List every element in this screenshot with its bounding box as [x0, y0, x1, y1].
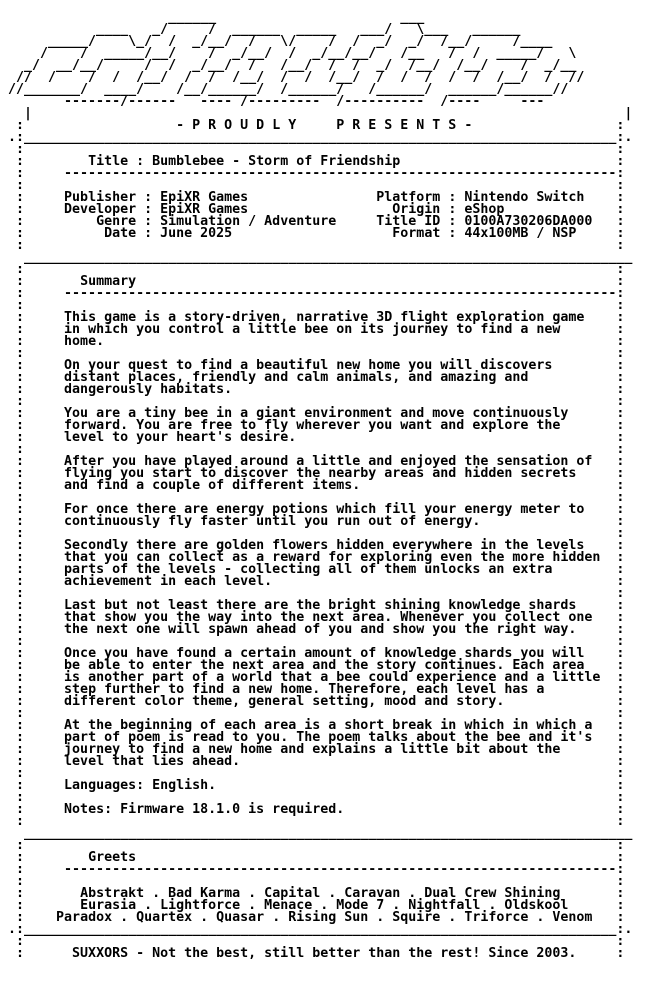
summary-line-text: and find a couple of different items. — [64, 478, 361, 493]
logo-line-text: _/ __/__/ / / _/__/ / /__/ / / _/ /__/ /__/ / _/__ — [8, 58, 577, 73]
ascii-line: : : — [8, 142, 633, 157]
summary-line: : step further to find a new home. Therefore, each level has a : — [8, 682, 633, 697]
summary-line: : After you have played around a little and enjoyed the sensation of : — [8, 454, 633, 469]
info-left-value: Publisher : EpiXR Games — [64, 190, 249, 205]
summary-line-text: flying you start to discover the nearby areas and hidden secrets — [64, 466, 577, 481]
summary-line: : parts of the levels - collecting all of them unlocks an extra : — [8, 562, 633, 577]
ascii-line: : : — [8, 238, 633, 253]
greets-line-text: Eurasia . Lightforce . Menace . Mode 7 . Nightfall . Oldskool — [80, 898, 569, 913]
ascii-line: : : — [8, 346, 633, 361]
ascii-line: : : — [8, 262, 633, 277]
summary-line-text: You are a tiny bee in a giant environment and move continuously — [64, 406, 569, 421]
info-row: : Date : June 2025 Format : 44x100MB / NSP : — [8, 226, 633, 241]
summary-line-text: Secondly there are golden flowers hidden everywhere in the levels — [64, 538, 585, 553]
info-right-value: Format : 44x100MB / NSP — [376, 226, 577, 241]
summary-line: : On your quest to find a beautiful new home you will discovers : — [8, 358, 633, 373]
divider: : ---------------------------------------------------------------------: — [8, 286, 633, 301]
summary-line: : journey to find a new home and explains a little bit about the : — [8, 742, 633, 757]
ascii-line: : : — [8, 298, 633, 313]
ascii-line: : : — [8, 790, 633, 805]
summary-line-text: journey to find a new home and explains a little bit about the — [64, 742, 561, 757]
summary-line-text: distant places, friendly and calm animals, and amazing and — [64, 370, 529, 385]
summary-line: : that show you the way into the next area. Whenever you collect one : — [8, 610, 633, 625]
ascii-line: : : — [8, 706, 633, 721]
summary-line-text: level to your heart's desire. — [64, 430, 297, 445]
ascii-line: : : — [8, 442, 633, 457]
info-left-value: Date : June 2025 — [64, 226, 233, 241]
greets-line-text: Abstrakt . Bad Karma . Capital . Caravan . Dual Crew Shining — [80, 886, 561, 901]
summary-line: : different color theme, general setting, mood and story. : — [8, 694, 633, 709]
summary-line: : part of poem is read to you. The poem talks about the bee and it's : — [8, 730, 633, 745]
summary-line-text: that show you the way into the next area. Whenever you collect one — [64, 610, 593, 625]
ascii-line: : : — [8, 526, 633, 541]
summary-line: : is another part of a world that a bee could experience and a little : — [8, 670, 633, 685]
summary-line-text: the next one will spawn ahead of you and show you the right way. — [64, 622, 577, 637]
summary-line: : achievement in each level. : — [8, 574, 633, 589]
summary-line: : that you can collect as a reward for exploring even the more hidden : — [8, 550, 633, 565]
summary-line: : be able to enter the next area and the story continues. Each area : — [8, 658, 633, 673]
summary-line-text: continuously fly faster until you run out of energy. — [64, 514, 481, 529]
ascii-line: | | — [8, 106, 633, 121]
summary-line-text: achievement in each level. — [64, 574, 273, 589]
greets-line-text: Paradox . Quartex . Quasar . Rising Sun . Squire . Triforce . Venom — [56, 910, 593, 925]
summary-line-text: After you have played around a little and enjoyed the sensation of — [64, 454, 593, 469]
info-left-value: Developer : EpiXR Games — [64, 202, 249, 217]
summary-line: : dangerously habitats. : — [8, 382, 633, 397]
summary-line-text: forward. You are free to fly wherever you want and explore the — [64, 418, 561, 433]
summary-line-text: Last but not least there are the bright shining knowledge shards — [64, 598, 577, 613]
summary-line-text: Notes: Firmware 18.1.0 is required. — [64, 802, 345, 817]
greets-line: : Abstrakt . Bad Karma . Capital . Caravan . Dual Crew Shining : — [8, 886, 633, 901]
greets-heading: : Greets : — [8, 850, 633, 865]
info-row: : Genre : Simulation / Adventure Title ID : 0100A730206DA000 : — [8, 214, 633, 229]
ascii-line: : : — [8, 586, 633, 601]
ascii-line: : : — [8, 814, 633, 829]
summary-line: : level to your heart's desire. : — [8, 430, 633, 445]
summary-heading: : Summary : — [8, 274, 633, 289]
summary-line: : in which you control a little bee on its journey to find a new : — [8, 322, 633, 337]
greets-line: : Eurasia . Lightforce . Menace . Mode 7 . Nightfall . Oldskool : — [8, 898, 633, 913]
summary-line-text: be able to enter the next area and the story continues. Each area — [64, 658, 585, 673]
divider: : ---------------------------------------------------------------------: — [8, 862, 633, 877]
nfo-text — [8, 12, 632, 960]
summary-line-text: This game is a story-driven, narrative 3D flight exploration game — [64, 310, 585, 325]
logo-line-text: ______ ___ — [8, 10, 425, 25]
summary-line: : continuously fly faster until you run out of energy. : — [8, 514, 633, 529]
summary-line-text: On your quest to find a beautiful new home you will discovers — [64, 358, 553, 373]
divider: : ---------------------------------------------------------------------: — [8, 166, 633, 181]
ascii-line: : : — [8, 934, 633, 949]
summary-line: : and find a couple of different items. : — [8, 478, 633, 493]
logo-line-text: _____/ \_/ / _/__/ / \/ / / _/ _/ /__/ /____ — [8, 34, 553, 49]
summary-line: : distant places, friendly and calm animals, and amazing and : — [8, 370, 633, 385]
summary-line: : For once there are energy potions which fill your energy meter to : — [8, 502, 633, 517]
summary-line: : Languages: English. : — [8, 778, 633, 793]
logo-line-text: / / _____/__/ / _/__/ / _/__/__/ /__ / / _____/ \ — [8, 46, 577, 61]
summary-line: : forward. You are free to fly wherever you want and explore the : — [8, 418, 633, 433]
info-left-value: Genre : Simulation / Adventure — [64, 214, 337, 229]
summary-line: : This game is a story-driven, narrative 3D flight exploration game : — [8, 310, 633, 325]
greets-heading-text: Greets — [88, 850, 137, 865]
logo-line-text: -------/------ ---- /--------- /---------- /---- --- — [8, 94, 545, 109]
ascii-line: ____________________________________________________________________________ — [8, 250, 633, 265]
ascii-line: ____________________________________________________________________________ — [8, 826, 633, 841]
info-row: : Developer : EpiXR Games Origin : eShop : — [8, 202, 633, 217]
summary-line-text: part of poem is read to you. The poem talks about the bee and it's — [64, 730, 593, 745]
ascii-line: : : — [8, 490, 633, 505]
summary-line-text: in which you control a little bee on its journey to find a new — [64, 322, 561, 337]
summary-line: : the next one will spawn ahead of you and show you the right way. : — [8, 622, 633, 637]
summary-line: : level that lies ahead. : — [8, 754, 633, 769]
logo-line-text: ____ _/ / ______ _____ ___/ \___ ______ — [8, 22, 521, 37]
ascii-line: .:__________________________________________________________________________:. — [8, 130, 633, 145]
summary-line: : Secondly there are golden flowers hidden everywhere in the levels : — [8, 538, 633, 553]
info-right-value: Title ID : 0100A730206DA000 — [376, 214, 593, 229]
summary-line: : Once you have found a certain amount of knowledge shards you will : — [8, 646, 633, 661]
title-line-text: Title : Bumblebee - Storm of Friendship — [88, 154, 401, 169]
summary-line: : You are a tiny bee in a giant environment and move continuously : — [8, 406, 633, 421]
summary-line-text: home. — [64, 334, 105, 349]
summary-line: : home. : — [8, 334, 633, 349]
summary-line-text: parts of the levels - collecting all of them unlocks an extra — [64, 562, 553, 577]
summary-line: : flying you start to discover the nearby areas and hidden secrets : — [8, 466, 633, 481]
summary-line-text: dangerously habitats. — [64, 382, 233, 397]
presents-line: : - P R O U D L Y P R E S E N T S - : — [8, 118, 633, 133]
greets-line: : Paradox . Quartex . Quasar . Rising Sun . Squire . Triforce . Venom : — [8, 910, 633, 925]
ascii-line: : : — [8, 178, 633, 193]
summary-line-text: different color theme, general setting, mood and story. — [64, 694, 505, 709]
summary-heading-text: Summary — [80, 274, 137, 289]
logo-line-text: // / / / /__/ / / /__/ / / /__/ / / / / / /__/ / // — [8, 70, 585, 85]
info-row: : Publisher : EpiXR Games Platform : Nintendo Switch : — [8, 190, 633, 205]
summary-line-text: Languages: English. — [64, 778, 217, 793]
footer-line: : SUXXORS - Not the best, still better than the rest! Since 2003. : — [8, 946, 633, 961]
summary-line-text: is another part of a world that a bee could experience and a little — [64, 670, 601, 685]
logo-line-text: //_______/ ____/ /__/______/ /______/ /______/ ______/______// — [8, 82, 569, 97]
ascii-line: : : — [8, 838, 633, 853]
ascii-line: : : — [8, 874, 633, 889]
summary-line-text: that you can collect as a reward for exploring even the more hidden — [64, 550, 601, 565]
summary-line-text: Once you have found a certain amount of knowledge shards you will — [64, 646, 585, 661]
ascii-line: : : — [8, 394, 633, 409]
summary-line: : Last but not least there are the bright shining knowledge shards : — [8, 598, 633, 613]
summary-line: : At the beginning of each area is a short break in which in which a : — [8, 718, 633, 733]
info-right-value: Platform : Nintendo Switch — [376, 190, 585, 205]
summary-line: : Notes: Firmware 18.1.0 is required. : — [8, 802, 633, 817]
ascii-line: .:__________________________________________________________________________:. — [8, 922, 633, 937]
info-right-value: Origin : eShop — [376, 202, 505, 217]
ascii-line: : : — [8, 634, 633, 649]
summary-line-text: For once there are energy potions which fill your energy meter to — [64, 502, 585, 517]
summary-line-text: step further to find a new home. Therefore, each level has a — [64, 682, 545, 697]
presents-line-text: - P R O U D L Y P R E S E N T S - — [176, 118, 473, 133]
title-line: : Title : Bumblebee - Storm of Friendship : — [8, 154, 633, 169]
summary-line-text: At the beginning of each area is a short break in which in which a — [64, 718, 593, 733]
footer-line-text: SUXXORS - Not the best, still better than the rest! Since 2003. — [72, 946, 577, 961]
ascii-line: : : — [8, 766, 633, 781]
summary-line-text: level that lies ahead. — [64, 754, 241, 769]
